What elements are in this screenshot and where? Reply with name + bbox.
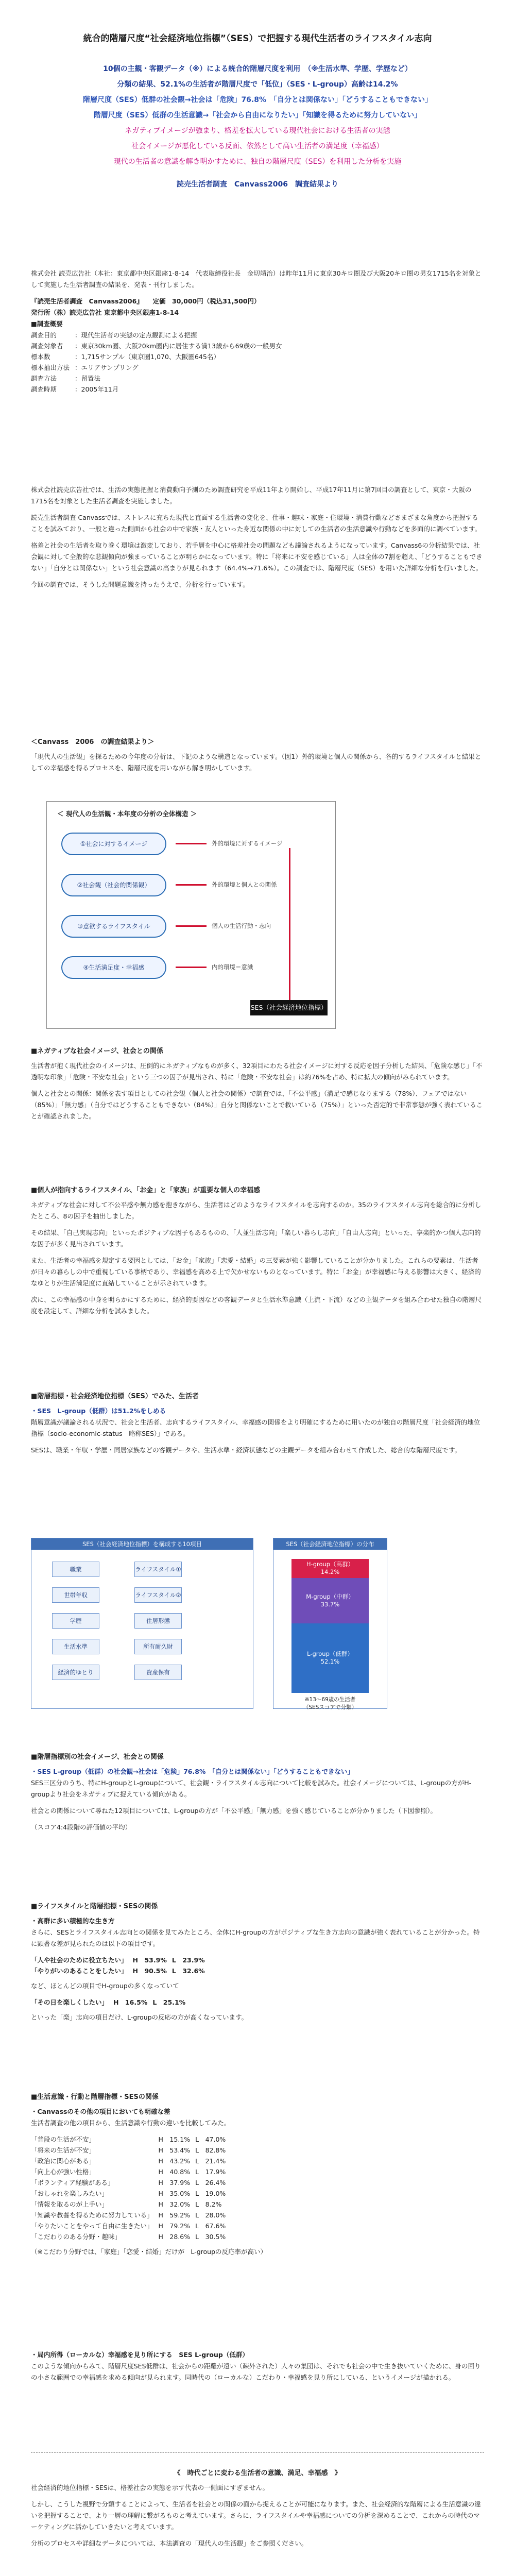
- h-value: H 40.8%: [158, 2168, 191, 2176]
- l-value: L 19.0%: [195, 2190, 226, 2197]
- item-label: 「おしゃれを楽しみたい」: [31, 2190, 109, 2197]
- headline-line: 社会イメージが悪化している反面、依然として高い生活者の満足度（幸福感）: [131, 142, 384, 150]
- headline-line: 分類の結果、52.1%の生活者が階層尺度で「低位」（SES・L-group）高齢は14.2%: [117, 80, 398, 89]
- ses-axis-line: [289, 848, 290, 1000]
- table-row: [31, 330, 287, 341]
- body-paragraph: 社会経済的地位指標・SESは、格差社会の実態を示す代表の一側面にすぎません。: [31, 2484, 269, 2492]
- item-label: 「政治に関心がある」: [31, 2157, 96, 2165]
- ses-distribution-box: [273, 1538, 387, 1709]
- h-value: H 79.2%: [158, 2222, 191, 2230]
- body-paragraph: 「現代人の生活観」を探るための今年度の分析は、下記のような構造となっています。（図1）外的環境と個人の関係から、各的するライフスタイルと結果としての幸福感を得るプロセスを、階層尺度を用いながら解き明かしています。: [31, 753, 482, 772]
- spec-value: ：エリアサンプリング: [75, 364, 139, 371]
- ses-item: 生活水準: [52, 1639, 99, 1654]
- spec-key: 標本抽出方法: [31, 364, 70, 371]
- ses-box: SES（社会経済地位指標）: [250, 1000, 328, 1015]
- diagram-label: 外的環境と個人との関係: [212, 881, 277, 888]
- diagram-oval: ②社会観（社会的関係観）: [61, 874, 166, 896]
- spec-value: ：現代生活者の実態の定点観測による把握: [75, 331, 197, 339]
- body-paragraph: 生活者調査の他の項目から、生活意識や行動の違いを比較してみた。: [31, 2119, 231, 2127]
- body-paragraph: また、生活者の幸福感を規定する要因としては、「お金」「家族」「恋愛・結婚」の三要素が強く影響していることが分かりました。これらの要素は、生活者が日々の暮らしの中で重視している事柄であり、幸福感を高める上で欠かせないものとなっています。特に「お金」が幸福感に与える影響は大きく、経済的なゆとりが生活満足度に直結していることが示されています。: [31, 1257, 481, 1287]
- table-row: [31, 2210, 231, 2221]
- h-value: H 35.0%: [158, 2190, 191, 2197]
- table-row: [31, 2199, 231, 2210]
- item-label: 「知識や教養を得るために努力している」: [31, 2211, 153, 2219]
- h-value: H 59.2%: [158, 2211, 191, 2219]
- table-row: [31, 2134, 231, 2145]
- section-heading: ■階層指標・社会経済地位指標（SES）でみた、生活者: [31, 1393, 199, 1400]
- title-block: [0, 31, 515, 189]
- body-paragraph: SES三区分のうち、特にH-groupとL-groupについて、社会観・ライフスタイル志向について比較を試みた。社会イメージについては、L-groupの方がH-groupより社会をネガティブに捉えている傾向がある。: [31, 1779, 472, 1798]
- report-name: 『読売生活者調査 Canvass2006』 定価 30,000円（税込31,500円）: [31, 297, 261, 305]
- body-paragraph: 社会との関係について尋ねた12項目については、L-groupの方が「不公平感」「無力感」を強く感じていることが分かりました（下図参照）。: [31, 1807, 437, 1815]
- item-label: 「やりがいのあることをしたい」: [31, 1967, 128, 1975]
- item-label: 「やりたいことをやって自由に生きたい」: [31, 2222, 153, 2230]
- section-heading: ■階層指標別の社会イメージ、社会との関係: [31, 1753, 164, 1761]
- table-row: [31, 1997, 191, 2008]
- ses-item: 所有耐久財: [134, 1639, 182, 1654]
- section-subheading: ・SES L-group（低群）は51.2%をしめる: [31, 1407, 166, 1415]
- item-label: 「向上心が強い性格」: [31, 2168, 96, 2176]
- headline-line: 10個の主観・客観データ（※）による統合的階層尺度を利用 （※生活水準、学歴、学歴など）: [103, 65, 412, 73]
- section-heading: ■個人が指向するライフスタイル、「お金」と「家族」が重要な個人の幸福感: [31, 1187, 261, 1194]
- segment-label: M-group（中群）: [306, 1592, 354, 1600]
- spec-value: ：1,715サンプル（東京圏1,070、大阪圏645名）: [75, 353, 220, 361]
- note: （※こだわり分野では、「家庭」「恋愛・結婚」だけが L-groupの反応率が高い）: [31, 2248, 267, 2256]
- segment-l-group: [291, 1623, 369, 1693]
- table-row: [31, 362, 287, 373]
- table-row: [31, 2221, 231, 2231]
- table-row: [31, 2188, 231, 2199]
- body-paragraph: 階層意識が議論される状況で、社会と生活者、志向するライフスタイル、幸福感の関係をより明確にするために用いたのが独自の階層尺度「社会経済的地位指標（socio-economic-status 略称SES）」である。: [31, 1418, 480, 1437]
- comparison-table: [31, 1997, 191, 2008]
- spec-key: 調査目的: [31, 331, 57, 339]
- comparison-table: [31, 2134, 231, 2242]
- item-label: 「人や社会のために役立ちたい」: [31, 1956, 128, 1964]
- body-paragraph: 読売生活者調査 Canvassでは、ストレスに充ちた現代と直面する生活者の変化を、仕事・趣味・家庭・住環境・消費行動などさまざまな角度から把握することを試みており、一般と違った側面から社会の中で家族・友人といった身近な関係の中に対しての生活者の生活意識や行動などを多面的に調べています。: [31, 514, 482, 533]
- headline-line: 階層尺度（SES）低群の生活意識→「社会から自由になりたい」「知識を得るために努力していない」: [93, 111, 422, 120]
- section-subheading: ・高群に多い積極的な生き方: [31, 1917, 115, 1925]
- table-row: [31, 1965, 210, 1976]
- note: （スコア4:4段階の評価値の平均）: [31, 1823, 132, 1831]
- l-value: L 8.2%: [195, 2200, 222, 2208]
- source-line: 読売生活者調査 Canvass2006 調査結果より: [177, 180, 338, 189]
- box-header: SES（社会経済地位指標）を構成する10項目: [31, 1538, 253, 1550]
- segment-h-group: [291, 1559, 369, 1578]
- section-subheading: ・Canvassのその他の項目においても明確な差: [31, 2108, 170, 2115]
- diagram-oval: ①社会に対するイメージ: [61, 833, 166, 855]
- section-heading: 《 時代ごとに変わる生活者の意識、満足、幸福感 》: [174, 2469, 341, 2477]
- ses-item: ライフスタイル①: [134, 1562, 182, 1577]
- l-value: L 25.1%: [152, 1998, 186, 2006]
- divider: [31, 2452, 484, 2453]
- item-label: 「普段の生活が不安」: [31, 2136, 96, 2143]
- item-label: 「ボランティア経験がある」: [31, 2179, 114, 2187]
- headline-line: ネガティブイメージが強まり、格差を拡大している現代社会における生活者の実態: [125, 127, 390, 135]
- table-row: [31, 2145, 231, 2156]
- h-value: H 15.1%: [158, 2136, 191, 2143]
- publisher: 発行所（株）読売広告社 東京都中央区銀座1-8-14: [31, 309, 179, 316]
- body-paragraph: 個人と社会との関係：関係を表す項目としての社会観（個人と社会の関係）で調査では、「不公平感」（満足で感じなりまする（78%）、フェアではない（85%）」「無力感」（自分ではどうすることもできない（84%）」自分と関係ないことで救いている（75%）」といった否定的で非常事態が強く表れていることが確認されました。: [31, 1090, 483, 1120]
- l-value: L 32.6%: [171, 1967, 205, 1975]
- diagram-label: 外的環境に対するイメージ: [212, 840, 283, 847]
- segment-label: L-group（低群）: [307, 1650, 353, 1658]
- table-row: [31, 2231, 231, 2242]
- connector-line: [176, 925, 207, 927]
- l-value: L 47.0%: [195, 2136, 226, 2143]
- ses-item: 資産保有: [134, 1665, 182, 1680]
- section-heading: ■ライフスタイルと階層指標・SESの関係: [31, 1903, 158, 1910]
- section-heading: ■生活意識・行動と階層指標・SESの関係: [31, 2093, 159, 2101]
- table-row: [31, 373, 287, 384]
- spec-key: 標本数: [31, 353, 50, 361]
- connector-line: [176, 967, 207, 968]
- body-paragraph: 格差と社会の生活者を取り巻く環境は激変しており、若手層を中心に格差社会の問題なども議論されるようになっています。Canvass6の分析結果では、社会観に対して全般的な悲観傾向が強まっていることが明らかになっています。特に「将来に不安を感じている」人は全体の7割を超え、「どうすることもできない」「自分とは関係ない」という社会意識の高まりが見られます（64.4%→71.6%）。この調査では、階層尺度（SES）を用いた詳細な分析を行いました。: [31, 541, 483, 572]
- body-paragraph: 今回の調査では、そうした問題意識を持ったうえで、分析を行っています。: [31, 581, 249, 588]
- h-value: H 90.5%: [132, 1967, 167, 1975]
- overview-label: ■調査概要: [31, 320, 63, 328]
- body-paragraph: 生活者が抱く現代社会のイメージは、圧倒的にネガティブなものが多く、32項目にわたる社会イメージに対する反応を因子分析した結果、「危険な感じ」「不透明な印象」「危険・不安な社会」という三つの因子が見出され、特に「危険・不安な社会」は約76%を占め、特に拡大の傾向がみられています。: [31, 1062, 483, 1081]
- page-title: 統合的階層尺度“社会経済地位指標”（SES）で把握する現代生活者のライフスタイル志向: [83, 33, 432, 44]
- section-heading: ■ネガティブな社会イメージ、社会との関係: [31, 1047, 163, 1055]
- ses-item: 経済的ゆとり: [52, 1665, 99, 1680]
- item-label: 「その日を楽しくしたい」: [31, 1998, 109, 2006]
- item-label: 「将来の生活が不安」: [31, 2146, 96, 2154]
- segment-label: H-group（高群）: [306, 1561, 354, 1568]
- l-value: L 67.6%: [195, 2222, 226, 2230]
- spec-key: 調査方法: [31, 375, 57, 382]
- body-paragraph: など、ほとんどの項目でH-groupの多くなっていて: [31, 1982, 179, 1990]
- h-value: H 16.5%: [113, 1998, 148, 2006]
- headline-lines: [0, 61, 515, 170]
- ses-item: ライフスタイル②: [134, 1587, 182, 1603]
- segment-m-group: [291, 1578, 369, 1623]
- body-section: [31, 484, 484, 596]
- table-row: [31, 351, 287, 362]
- ses-item: 職業: [52, 1562, 99, 1577]
- negative-section: [31, 1046, 484, 1127]
- connector-line: [176, 843, 207, 844]
- body-paragraph: このような傾向からみて、階層尺度SES低群は、社会からの距離が遠い（疎外された）人々の集団は、それでも社会の中で生き抜いていくために、身の回りの小さな範囲での幸福感を求める傾向が見られます。同時代の（ローカルな）こだわり・幸福感を見り所にしている、というイメージが描かれる。: [31, 2362, 481, 2381]
- spec-table: [31, 330, 287, 395]
- l-value: L 82.8%: [195, 2146, 226, 2154]
- h-value: H 32.0%: [158, 2200, 191, 2208]
- ses-item: 学歴: [52, 1613, 99, 1629]
- table-row: [31, 384, 287, 395]
- diagram-label: 個人の生活行動・志向: [212, 922, 271, 929]
- body-paragraph: 株式会社読売広告社では、生活の実態把握と消費動向予測のため調査研究を平成11年より開始し、平成17年11月に第7回目の調査として、東京・大阪の1715名を対象とした生活者調査を実施しました。: [31, 486, 472, 505]
- society-section: [31, 1752, 484, 1838]
- spec-value: ：東京30km圏、大阪20km圏内に居住する満13歳から69歳の一般男女: [75, 342, 282, 350]
- table-row: [31, 341, 287, 351]
- item-label: 「情報を取るのが上手い」: [31, 2200, 109, 2208]
- body-paragraph: 分析のプロセスや詳細なデータについては、本法調査の「現代人の生活観」をご参照ください。: [31, 2539, 308, 2547]
- spec-key: 調査対象者: [31, 342, 63, 350]
- ses-item: 世帯年収: [52, 1587, 99, 1603]
- section-subheading: ・局内所得（ローカルな）幸福感を見り所にする SES L-group（低群）: [31, 2351, 249, 2359]
- intro-section: [31, 268, 484, 395]
- ses-items-box: [31, 1538, 253, 1709]
- canvass-section: [31, 737, 484, 779]
- headline-line: 階層尺度（SES）低群の社会観→社会は「危険」76.8% 「自分とは関係ない」「どうすることもできない」: [82, 96, 433, 104]
- item-label: 「こだわりのある分野・趣味」: [31, 2233, 122, 2241]
- l-value: L 21.4%: [195, 2157, 226, 2165]
- h-value: H 43.2%: [158, 2157, 191, 2165]
- body-paragraph: SESは、職業・年収・学歴・同居家族などの客観データや、生活水準・経済状態などの主観データを組み合わせて作成した、総合的な階層尺度です。: [31, 1446, 461, 1454]
- lifestyle-section: [31, 1185, 484, 1322]
- body-paragraph: さらに、SESとライフスタイル志向との関係を見てみたところ、全体にH-groupの方がポジティブな生き方志向の意識が強く表れていることが分かった。特に顕著な差が見られたのは以下の項目です。: [31, 1928, 480, 1947]
- box-header: SES（社会経済地位指標）の分布: [273, 1538, 387, 1550]
- ses-item: 住居形態: [134, 1613, 182, 1629]
- l-value: L 17.9%: [195, 2168, 226, 2176]
- spec-value: ：留置法: [75, 375, 101, 382]
- segment-value: 14.2%: [320, 1568, 340, 1576]
- section-subheading: ・SES L-group（低群）の社会観→社会は「危険」76.8% 「自分とは関係ない」「どうすることもできない」: [31, 1768, 354, 1775]
- h-value: H 28.6%: [158, 2233, 191, 2241]
- intro-paragraph: 株式会社 読売広告社（本社：東京都中央区銀座1-8-14 代表取締役社長 金切靖治）は昨年11月に東京30キロ圏及び大阪20キロ圏の男女1715名を対象として実施した生活者調査の結果を、発表・刊行しました。: [31, 269, 482, 289]
- body-paragraph: 次に、この幸福感の中身を明らかにするために、経済的要因などの客観データと生活水準意識（上流・下流）などの主観データを組み合わせた独自の階層尺度を設定して、詳細な分析を試みました。: [31, 1296, 482, 1315]
- h-value: H 37.9%: [158, 2179, 191, 2187]
- h-value: H 53.4%: [158, 2146, 191, 2154]
- distribution-note: ※13〜69歳の生活者 （SESスコアで分類）: [303, 1697, 357, 1710]
- body-paragraph: しかし、こうした視野で分類することによって、生活者を社会との関係の面から捉えることが可能になります。また、社会経済的な階層による生活意識の違いを把握することで、より一層の理解に繋がるものと考えています。さらに、ライフスタイルや幸福感についての分析を深めることで、これからの時代のマーケティングに活かしていきたいと考えています。: [31, 2500, 481, 2531]
- segment-value: 52.1%: [320, 1658, 340, 1666]
- section-heading: ＜Canvass 2006 の調査結果より＞: [31, 738, 154, 746]
- table-row: [31, 2156, 231, 2166]
- body-paragraph: ネガティブな社会に対して不公平感や無力感を抱きながら、生活者はどのようなライフスタイルを志向するのか。35のライフスタイル志向を総合的に分析したところ、8の因子を抽出しました。: [31, 1201, 482, 1220]
- body-paragraph: その結果、「自己実現志向」といったポジティブな因子もあるものの、「人並生活志向」「楽しい暮らし志向」「自由人志向」といった、享楽的かつ個人志向的な因子が多く見出されています。: [31, 1229, 481, 1248]
- l-value: L 26.4%: [195, 2179, 226, 2187]
- ses-section: [31, 1391, 484, 1461]
- segment-value: 33.7%: [320, 1600, 340, 1608]
- final-section: [31, 2468, 484, 2554]
- spec-key: 調査時期: [31, 385, 57, 393]
- spec-value: ：2005年11月: [75, 385, 119, 393]
- local-section: [31, 2349, 484, 2388]
- diagram-oval: ④生活満足度・幸福感: [61, 956, 166, 979]
- headline-line: 現代の生活者の意識を解き明かすために、独自の階層尺度（SES）を利用した分析を実施: [113, 158, 402, 166]
- l-value: L 30.5%: [195, 2233, 226, 2241]
- diagram-oval: ③意欲するライフスタイル: [61, 915, 166, 938]
- lifestyle-ses-section: [31, 1901, 484, 2028]
- consume-section: [31, 2092, 484, 2263]
- l-value: L 23.9%: [171, 1956, 205, 1964]
- diagram-title: ＜ 現代人の生活観・本年度の分析の全体構造 ＞: [57, 810, 197, 818]
- l-value: L 28.0%: [195, 2211, 226, 2219]
- table-row: [31, 2177, 231, 2188]
- diagram-label: 内的環境＝意識: [212, 963, 253, 971]
- structure-diagram: [46, 801, 336, 1029]
- table-row: [31, 2166, 231, 2177]
- connector-line: [176, 884, 207, 886]
- comparison-table: [31, 1955, 210, 1976]
- distribution-stacked-bar: [291, 1559, 369, 1693]
- table-row: [31, 1955, 210, 1965]
- body-paragraph: といった「楽」志向の項目だけ、L-groupの反応の方が高くなっています。: [31, 2013, 248, 2021]
- h-value: H 53.9%: [132, 1956, 167, 1964]
